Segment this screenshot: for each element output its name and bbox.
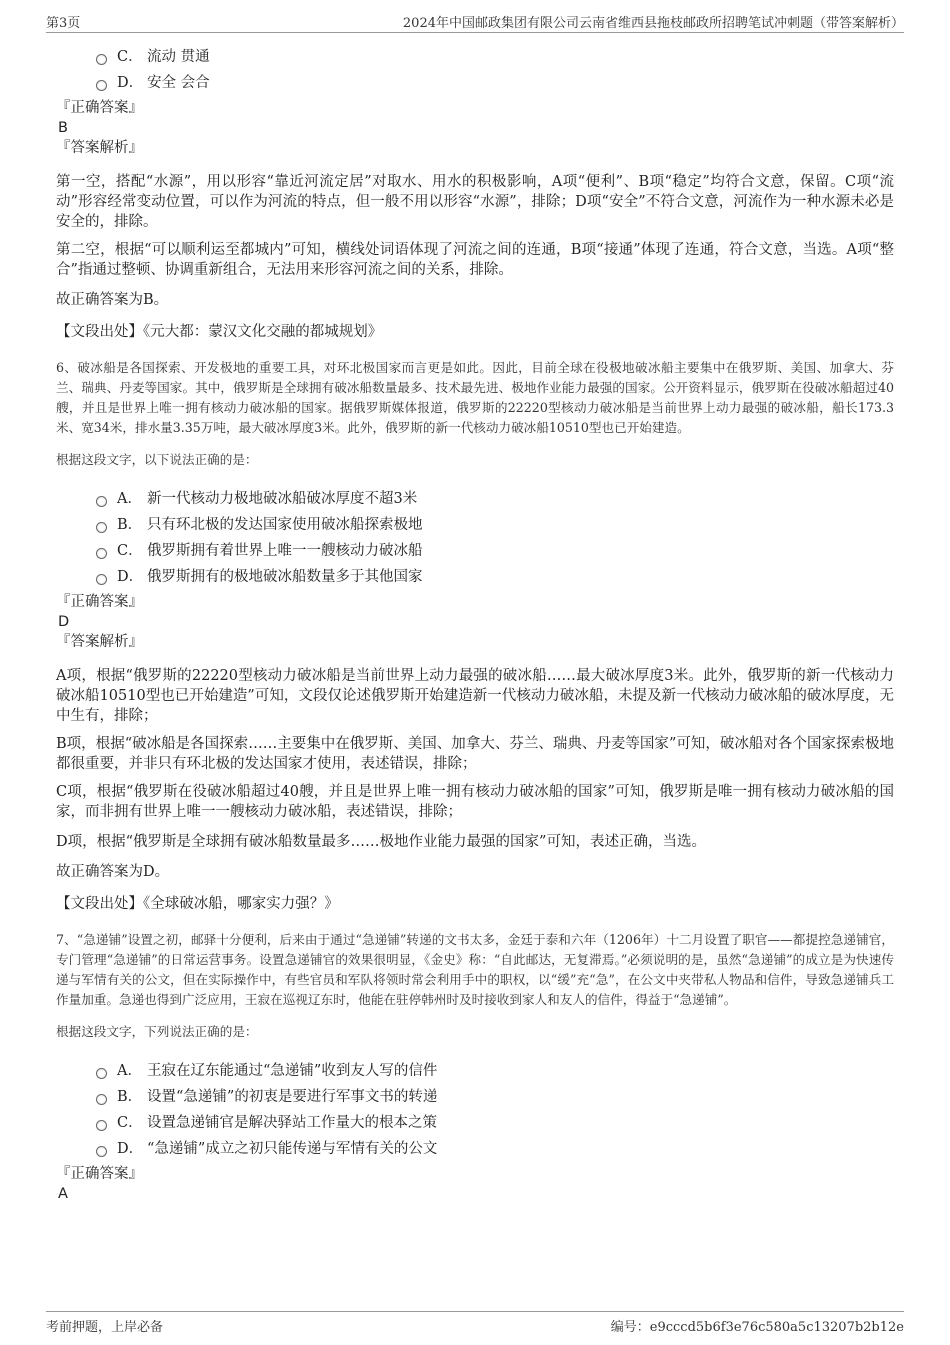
analysis-paragraph: 第一空，搭配“水源”，用以形容“靠近河流定居”对取水、用水的积极影响，A项“便利”、B项“稳定”均符合文意，保留。C项“流动”形容经常变动位置，可以作为河流的特点，但一般不用以形容“水源”，排除；D项“安全”不符合文意，河流作为一种水源未必是安全的，排除。 <box>56 174 894 230</box>
correct-answer: D <box>58 614 70 630</box>
radio-icon[interactable] <box>96 574 107 585</box>
q7-option-b[interactable]: B． 设置“急递铺”的初衷是要进行军事文书的转递 <box>56 1082 894 1108</box>
source-citation: 【文段出处】《全球破冰船，哪家实力强？》 <box>56 896 339 912</box>
question-prompt: 根据这段文字，以下说法正确的是： <box>56 452 258 467</box>
page-footer <box>46 1311 904 1334</box>
analysis-label: 『答案解析』 <box>56 140 143 156</box>
radio-icon[interactable] <box>96 1094 107 1105</box>
document-id: 编号：e9cccd5b6f3e76c580a5c13207b2b12e <box>610 1320 904 1335</box>
analysis-paragraph: A项，根据“俄罗斯的22220型核动力破冰船是当前世界上动力最强的破冰船……最大破冰厚度3米。此外，俄罗斯的新一代核动力破冰船10510型也已开始建造”可知，文段仅论述俄罗斯开始建造新一代核动力破冰船，未提及新一代核动力破冰船的破冰厚度，无中生有，排除； <box>56 668 894 724</box>
q6-option-c[interactable]: C． 俄罗斯拥有着世界上唯一一艘核动力破冰船 <box>56 536 894 562</box>
q5-options <box>56 42 894 94</box>
analysis-label: 『答案解析』 <box>56 634 143 650</box>
question-text: 7、“急递铺”设置之初，邮驿十分便利，后来由于通过“急递铺”转递的文书太多，金廷于泰和六年（1206年）十二月设置了职官——都提控急递铺官，专门管理“急递铺”的日常运营事务。设置急递铺官的效果很明显，《金史》称：“自此邮达，无复滞焉。”必须说明的是，虽然“急递铺”的成立是为快速传递与军情有关的公文，但在实际操作中，有些官员和军队将领时常会利用手中的职权，以“缓”充“急”，在公文中夹带私人物品和信件，导致急递铺兵工作量加重。急递也得到广泛应用，王寂在巡视辽东时，他能在驻停韩州时及时接收到家人和友人的信件，得益于“急递铺”。 <box>56 932 894 1007</box>
q7-option-c[interactable]: C． 设置急递铺官是解决驿站工作量大的根本之策 <box>56 1108 894 1134</box>
q7-option-d[interactable]: D． “急递铺”成立之初只能传递与军情有关的公文 <box>56 1134 894 1160</box>
page-number: 第3页 <box>46 16 81 31</box>
document-title: 2024年中国邮政集团有限公司云南省维西县拖枝邮政所招聘笔试冲刺题（带答案解析） <box>402 16 904 31</box>
q6-option-d[interactable]: D． 俄罗斯拥有的极地破冰船数量多于其他国家 <box>56 562 894 588</box>
source-citation: 【文段出处】《元大都：蒙汉文化交融的都城规划》 <box>56 324 383 340</box>
q7-options <box>56 1056 894 1160</box>
correct-answer: A <box>58 1186 68 1202</box>
question-prompt: 根据这段文字，下列说法正确的是： <box>56 1024 258 1039</box>
q6-options <box>56 484 894 588</box>
analysis-paragraph: D项，根据“俄罗斯是全球拥有破冰船数量最多……极地作业能力最强的国家”可知，表述正确，当选。 <box>56 834 706 850</box>
q7-option-a[interactable]: A． 王寂在辽东能通过“急递铺”收到友人写的信件 <box>56 1056 894 1082</box>
radio-icon[interactable] <box>96 1120 107 1131</box>
q5-option-d[interactable]: D． 安全 会合 <box>56 68 894 94</box>
analysis-paragraph: B项，根据“破冰船是各国探索……主要集中在俄罗斯、美国、加拿大、芬兰、瑞典、丹麦等国家”可知，破冰船对各个国家探索极地都很重要，并非只有环北极的发达国家才使用，表述错误，排除； <box>56 736 894 772</box>
radio-icon[interactable] <box>96 54 107 65</box>
radio-icon[interactable] <box>96 80 107 91</box>
radio-icon[interactable] <box>96 1068 107 1079</box>
analysis-paragraph: 第二空，根据“可以顺利运至都城内”可知，横线处词语体现了河流之间的连通，B项“接通”体现了连通，符合文意，当选。A项“整合”指通过整顿、协调重新组合，无法用来形容河流之间的关系，排除。 <box>56 242 894 278</box>
radio-icon[interactable] <box>96 1146 107 1157</box>
q6-option-b[interactable]: B． 只有环北极的发达国家使用破冰船探索极地 <box>56 510 894 536</box>
page-header <box>46 10 904 33</box>
correct-answer: B <box>58 120 68 136</box>
analysis-conclusion: 故正确答案为D。 <box>56 864 170 880</box>
q5-option-c[interactable]: C． 流动 贯通 <box>56 42 894 68</box>
answer-label: 『正确答案』 <box>56 1166 143 1182</box>
analysis-conclusion: 故正确答案为B。 <box>56 292 169 308</box>
question-text: 6、破冰船是各国探索、开发极地的重要工具，对环北极国家而言更是如此。因此，目前全球在役极地破冰船主要集中在俄罗斯、美国、加拿大、芬兰、瑞典、丹麦等国家。其中，俄罗斯是全球拥有破冰船数量最多、技术最先进、极地作业能力最强的国家。公开资料显示，俄罗斯在役破冰船超过40艘，并且是世界上唯一拥有核动力破冰船的国家。据俄罗斯媒体报道，俄罗斯的22220型核动力破冰船是当前世界上动力最强的破冰船，船长173.3米、宽34米，排水量3.35万吨，最大破冰厚度3米。此外，俄罗斯的新一代核动力破冰船10510型也已开始建造。 <box>56 360 894 435</box>
answer-label: 『正确答案』 <box>56 100 143 116</box>
page-content <box>56 42 894 1204</box>
radio-icon[interactable] <box>96 496 107 507</box>
q6-option-a[interactable]: A． 新一代核动力极地破冰船破冰厚度不超3米 <box>56 484 894 510</box>
analysis-paragraph: C项，根据“俄罗斯在役破冰船超过40艘，并且是世界上唯一拥有核动力破冰船的国家”可知，俄罗斯是唯一拥有核动力破冰船的国家，而非拥有世界上唯一一艘核动力破冰船，表述错误，排除； <box>56 784 894 820</box>
answer-label: 『正确答案』 <box>56 594 143 610</box>
radio-icon[interactable] <box>96 548 107 559</box>
radio-icon[interactable] <box>96 522 107 533</box>
footer-slogan: 考前押题，上岸必备 <box>46 1320 164 1335</box>
